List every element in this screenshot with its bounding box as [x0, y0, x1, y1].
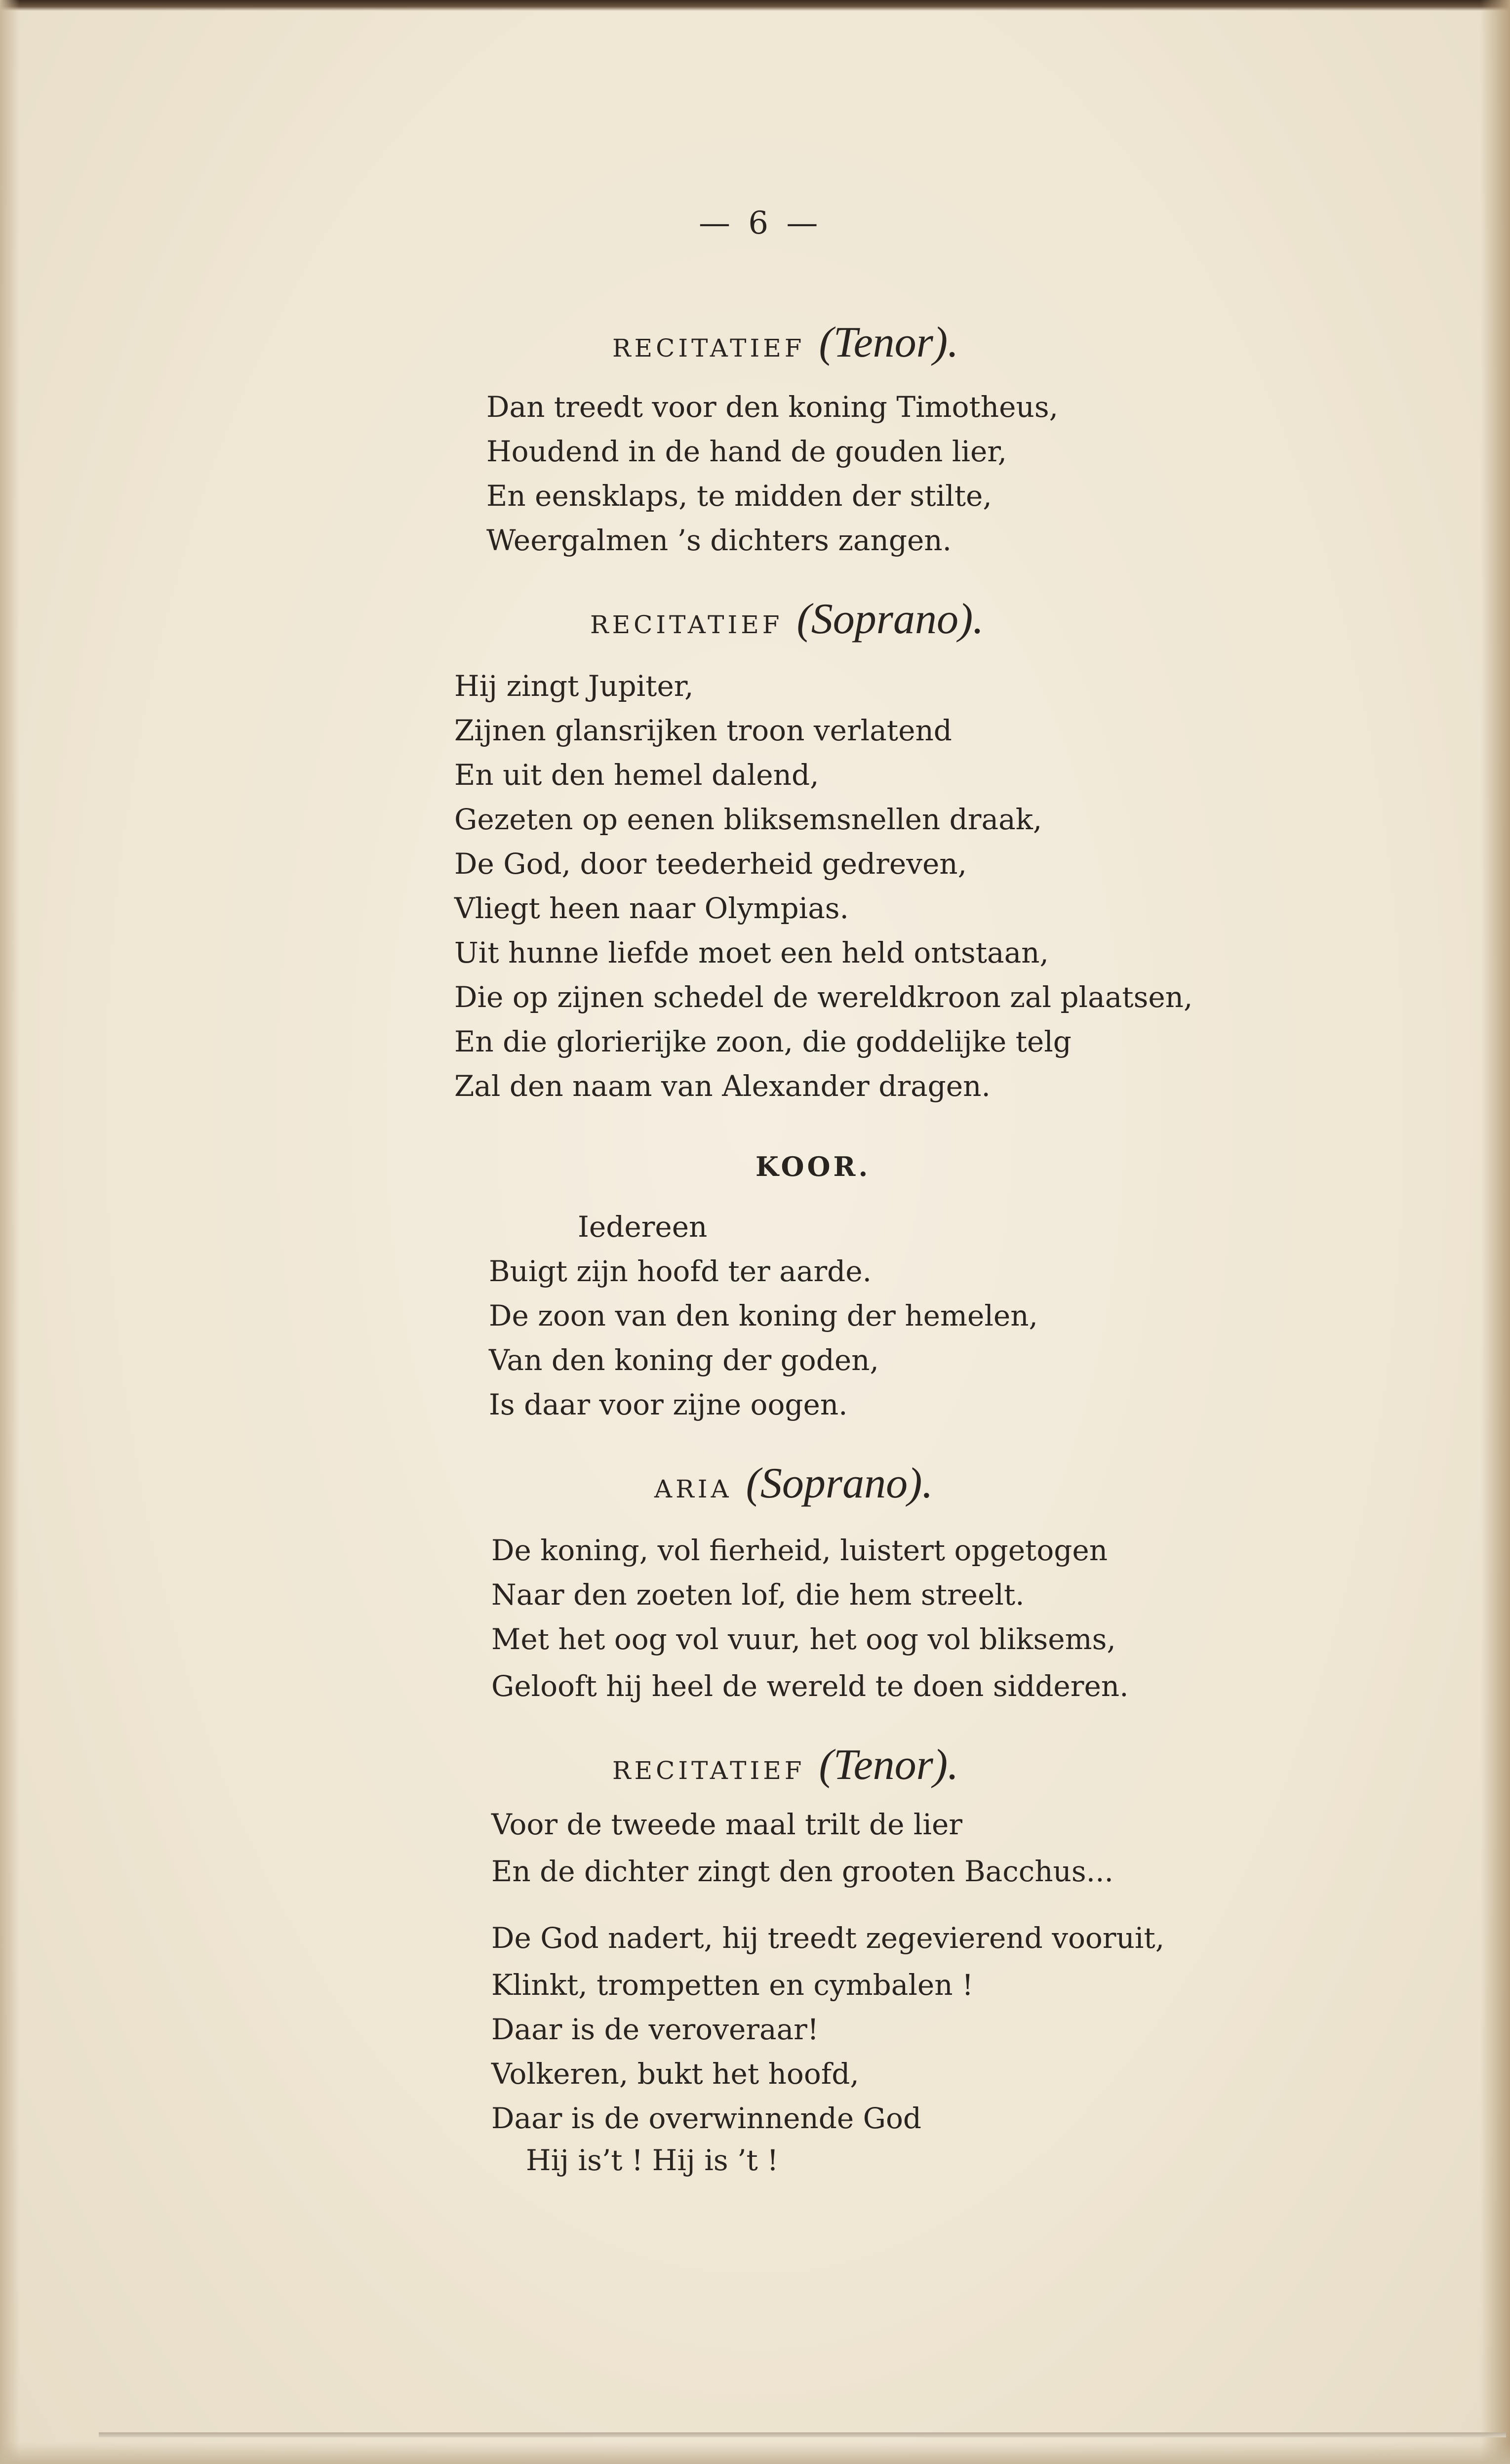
heading-label: RECITATIEF: [612, 1756, 805, 1785]
verse-line: En die glorierijke zoon, die goddelijke telg: [454, 1025, 1072, 1058]
page-bottom-rule: [99, 2432, 1506, 2437]
verse-line: De zoon van den koning der hemelen,: [489, 1299, 1038, 1333]
verse-line: Voor de tweede maal trilt de lier: [491, 1808, 962, 1841]
verse-line: De koning, vol fierheid, luistert opgetogen: [491, 1534, 1108, 1567]
verse-line: Vliegt heen naar Olympias.: [454, 891, 849, 925]
verse-line: En eensklaps, te midden der stilte,: [486, 479, 992, 513]
verse-line: Weergalmen ’s dichters zangen.: [486, 524, 952, 557]
section-heading-recitatief-tenor-2: [612, 1743, 958, 1787]
verse-line: Volkeren, bukt het hoofd,: [491, 2057, 859, 2091]
verse-line: Daar is de overwinnende God: [491, 2101, 922, 2135]
verse-line: Iedereen: [578, 1210, 708, 1244]
verse-line: Klinkt, trompetten en cymbalen !: [491, 1968, 974, 2002]
verse-line: Hij zingt Jupiter,: [454, 669, 694, 703]
verse-line: Van den koning der goden,: [489, 1343, 879, 1377]
verse-line: Daar is de veroveraar!: [491, 2013, 819, 2046]
verse-line: Zijnen glansrijken troon verlatend: [454, 714, 952, 747]
heading-label: RECITATIEF: [590, 610, 783, 639]
heading-label: ARIA: [654, 1475, 732, 1503]
heading-voice: (Tenor).: [819, 1741, 959, 1789]
heading-voice: (Soprano).: [796, 595, 984, 643]
heading-voice: (Tenor).: [819, 319, 959, 366]
verse-line: Gelooft hij heel de wereld te doen sidderen.: [491, 1669, 1129, 1703]
section-heading-recitatief-soprano: [590, 595, 984, 643]
verse-line: Is daar voor zijne oogen.: [489, 1388, 848, 1421]
verse-line: De God, door teederheid gedreven,: [454, 847, 967, 881]
page-top-edge: [0, 0, 1510, 11]
verse-line: De God nadert, hij treedt zegevierend vooruit,: [491, 1921, 1165, 1955]
page-number: — 6 —: [699, 205, 822, 242]
section-heading-aria-soprano: [654, 1459, 933, 1507]
verse-line: Die op zijnen schedel de wereldkroon zal plaatsen,: [454, 980, 1193, 1014]
page-bottom-shadow: [0, 2442, 1510, 2464]
section-heading-koor: KOOR.: [755, 1151, 871, 1182]
verse-line: Hij is’t ! Hij is ’t !: [526, 2143, 779, 2177]
heading-voice: (Soprano).: [746, 1459, 933, 1507]
verse-line: Buigt zijn hoofd ter aarde.: [489, 1254, 872, 1288]
verse-line: Uit hunne liefde moet een held ontstaan,: [454, 936, 1049, 969]
verse-line: Met het oog vol vuur, het oog vol bliksems,: [491, 1622, 1116, 1656]
section-heading-recitatief-tenor-1: [612, 321, 958, 364]
verse-line: Houdend in de hand de gouden lier,: [486, 435, 1007, 468]
verse-line: Gezeten op eenen bliksemsnellen draak,: [454, 803, 1042, 836]
verse-line: Zal den naam van Alexander dragen.: [454, 1069, 991, 1103]
page-left-edge: [0, 0, 20, 2464]
verse-line: Naar den zoeten lof, die hem streelt.: [491, 1578, 1025, 1612]
verse-line: En uit den hemel dalend,: [454, 758, 819, 792]
page-right-edge: [1480, 0, 1510, 2464]
heading-label: RECITATIEF: [612, 334, 805, 363]
verse-line: En de dichter zingt den grooten Bacchus...: [491, 1855, 1113, 1888]
verse-line: Dan treedt voor den koning Timotheus,: [486, 390, 1059, 424]
